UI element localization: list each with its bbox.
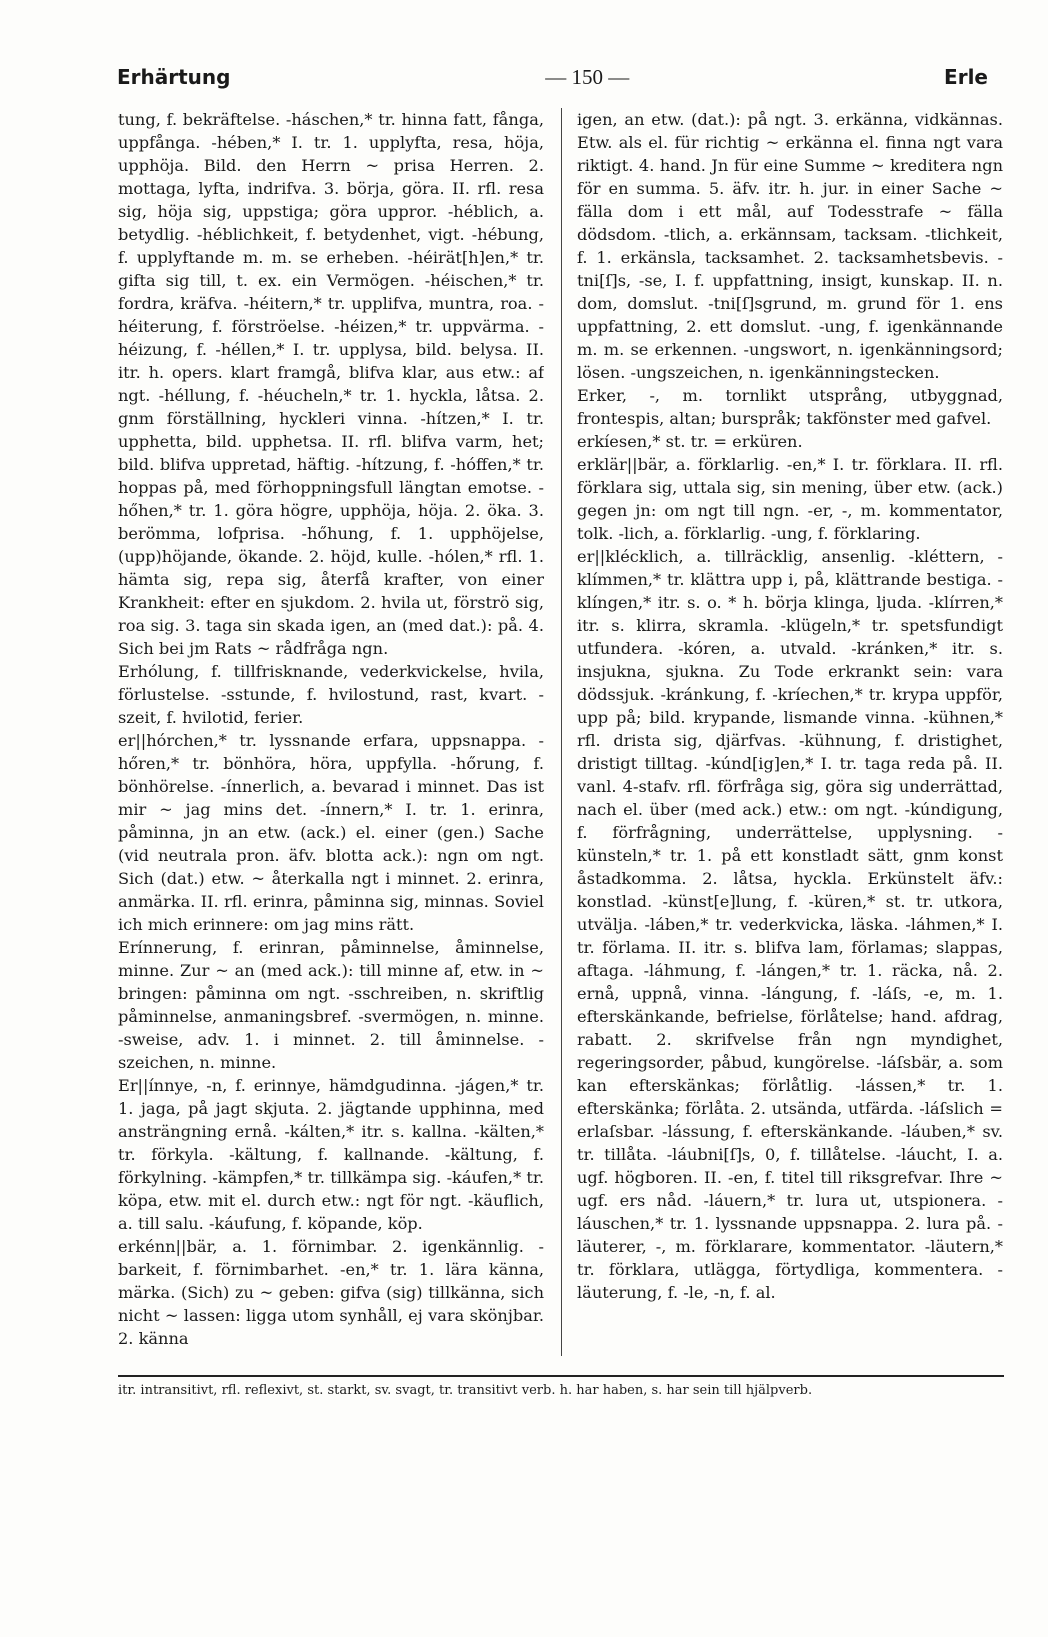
entry: erklär||bär, a. förklarlig. -en,* I. tr. förklara. II. rfl. förklara sig, uttala sig, sin mening, über etw. (ack.) gegen jn: om ngt till ngn. -er, -, m. kommentator, tolk. -lich, a. förklarlig. -ung, f. förklaring. — [577, 455, 1003, 543]
entry: Erker, -, m. tornlikt utsprång, utbyggnad, frontespis, altan; burspråk; takfönster med gafvel. — [577, 386, 1003, 428]
footer-rule — [118, 1375, 1004, 1377]
entry: Er||ínnye, -n, f. erinnye, hämdgudinna. -jágen,* tr. 1. jaga, på jagt skjuta. 2. jägtande upphinna, med ansträngning ernå. -kálten,* itr. s. kallna. -kälten,* tr. förkyla. -kältung, f. kallnande. -kältung, f. förkylning. -kämpfen,* tr. tillkämpa sig. -káufen,* tr. köpa, etw. mit el. durch etw.: ngt för ngt. -käuflich, a. till salu. -káufung, f. köpande, köp. — [118, 1076, 544, 1233]
right-column — [577, 108, 1003, 1358]
entry: er||klécklich, a. tillräcklig, ansenlig. -kléttern, -klímmen,* tr. klättra upp i, på, klättrande bestiga. -klíngen,* itr. s. o. * h. börja klinga, ljuda. -klírren,* itr. s. klirra, skramla. -klügeln,* tr. spetsfundigt utfundera. -kóren, a. utvald. -kránken,* itr. s. insjukna, sjukna. Zu Tode erkrankt sein: vara dödssjuk. -kránkung, f. -kríechen,* tr. krypa uppför, upp på; bild. krypande, lismande vinna. -kühnen,* rfl. drista sig, djärfvas. -kühnung, f. dristighet, dristigt tilltag. -kúnd[ig]en,* I. tr. taga reda på. II. vanl. 4-stafv. rfl. förfråga sig, göra sig underrättad, nach el. über (med ack.) etw.: om ngt. -kúndigung, f. förfrågning, underrättelse, upplysning. -künsteln,* tr. 1. på ett konstladt sätt, gnm konst åstadkomma. 2. låtsa, hyckla. Erkünstelt äfv.: konstlad. -künst[e]lung, f. -küren,* st. tr. utkora, utvälja. -láben,* tr. vederkvicka, läska. -láhmen,* I. tr. förlama. II. itr. s. blifva lam, förlamas; slappas, aftaga. -láhmung, f. -lángen,* tr. 1. räcka, nå. 2. ernå, uppnå, vinna. -lángung, f. -láſs, -e, m. 1. efterskänkande, befrielse, förlåtelse; hand. afdrag, rabatt. 2. skrifvelse från ngn myndighet, regeringsorder, påbud, kungörelse. -láſsbär, a. som kan efterskänkas; förlåtlig. -lássen,* tr. 1. efterskänka; förlåta. 2. utsända, utfärda. -láſslich = erlaſsbar. -lássung, f. efterskänkande. -láuben,* sv. tr. tillåta. -láubni[ſ]s, 0, f. tillåtelse. -láucht, I. a. ugf. högboren. II. -en, f. titel till riksgrefvar. Ihre ~ ugf. ers nåd. -láuern,* tr. lura ut, utspionera. -láuschen,* tr. 1. lyssnande uppsnappa. 2. lura på. -läuterer, -, m. förklarare, kommentator. -läutern,* tr. förklara, utlägga, förtydliga, kommentera. -läuterung, f. -le, -n, f. al. — [577, 547, 1003, 1302]
entry: tung, f. bekräftelse. -háschen,* tr. hinna fatt, fånga, uppfånga. -hében,* I. tr. 1. upplyfta, resa, höja, upphöja. Bild. den Herrn ~ prisa Herren. 2. mottaga, lyfta, indrifva. 3. börja, göra. II. rfl. resa sig, höja sig, uppstiga; göra uppror. -héblich, a. betydlig. -héblichkeit, f. betydenhet, vigt. -hébung, f. upplyftande m. m. se erheben. -héirät[h]en,* tr. gifta sig till, t. ex. ein Vermögen. -héischen,* tr. fordra, kräfva. -héitern,* tr. upplifva, muntra, roa. -héiterung, f. förströelse. -héizen,* tr. uppvärma. -héizung, f. -héllen,* I. tr. upplysa, bild. belysa. II. itr. h. opers. klart framgå, blifva klar, aus etw.: af ngt. -héllung, f. -héucheln,* tr. 1. hyckla, låtsa. 2. gnm förställning, hyckleri vinna. -hítzen,* I. tr. upphetta, bild. upphetsa. II. rfl. blifva varm, het; bild. blifva uppretad, häftig. -hítzung, f. -hóffen,* tr. hoppas på, med förhoppningsfull längtan emotse. -hőhen,* tr. 1. göra högre, upphöja, höja. 2. öka. 3. berömma, lofprisa. -hőhung, f. 1. upphöjelse, (upp)höjande, ökande. 2. höjd, kulle. -hólen,* rfl. 1. hämta sig, repa sig, återfå krafter, von einer Krankheit: efter en sjukdom. 2. hvila ut, förströ sig, roa sig. 3. taga sin skada igen, an (med dat.): på. 4. Sich bei jm Rats ~ rådfråga ngn. — [118, 110, 544, 658]
entry: erkíesen,* st. tr. = erküren. — [577, 432, 803, 451]
entry: igen, an etw. (dat.): på ngt. 3. erkänna, vidkännas. Etw. als el. für richtig ~ erkänna el. finna ngt vara riktigt. 4. hand. Jn für eine Summe ~ kreditera ngn för en summa. 5. äfv. itr. h. jur. in einer Sache ~ fälla dom i ett mål, auf Todesstrafe ~ fälla dödsdom. -tlich, a. erkännsam, tacksam. -tlichkeit, f. 1. erkänsla, tacksamhet. 2. tacksamhetsbevis. -tni[ſ]s, -se, I. f. uppfattning, insigt, kunskap. II. n. dom, domslut. -tni[ſ]sgrund, m. grund för 1. ens uppfattning, 2. ett domslut. -ung, f. igenkännande m. m. se erkennen. -ungswort, n. igenkänningsord; lösen. -ungszeichen, n. igenkänningstecken. — [577, 110, 1003, 382]
entry: Erhólung, f. tillfrisknande, vederkvickelse, hvila, förlustelse. -sstunde, f. hvilostund, rast, kvart. -szeit, f. hvilotid, ferier. — [118, 662, 544, 727]
header-right-word: Erle — [944, 65, 988, 89]
header-left-word: Erhärtung — [117, 65, 231, 89]
left-column — [118, 108, 544, 1358]
page-header — [117, 62, 988, 92]
entry: erkénn||bär, a. 1. förnimbar. 2. igenkännlig. -barkeit, f. förnimbarhet. -en,* tr. 1. lära känna, märka. (Sich) zu ~ geben: gifva (sig) tillkänna, sich nicht ~ lassen: ligga utom synhåll, ej vara skönjbar. 2. känna — [118, 1237, 544, 1348]
column-divider — [561, 108, 562, 1356]
abbreviation-footer: itr. intransitivt, rfl. reflexivt, st. starkt, sv. svagt, tr. transitivt verb. h. har haben, s. har sein till hjälpverb. — [118, 1383, 813, 1398]
page-number: — 150 — — [545, 64, 630, 89]
entry: Erínnerung, f. erinran, påminnelse, åminnelse, minne. Zur ~ an (med ack.): till minne af, etw. in ~ bringen: påminna om ngt. -sschreiben, n. skriftlig påminnelse, anmaningsbref. -svermögen, n. minne. -sweise, adv. 1. i minnet. 2. till åminnelse. -szeichen, n. minne. — [118, 938, 544, 1072]
entry: er||hórchen,* tr. lyssnande erfara, uppsnappa. -hőren,* tr. bönhöra, höra, uppfylla. -hőrung, f. bönhörelse. -ínnerlich, a. bevarad i minnet. Das ist mir ~ jag mins det. -ínnern,* I. tr. 1. erinra, påminna, jn an etw. (ack.) el. einer (gen.) Sache (vid neutrala pron. äfv. blotta ack.): ngn om ngt. Sich (dat.) etw. ~ återkalla ngt i minnet. 2. erinra, anmärka. II. rfl. erinra, påminna sig, minnas. Soviel ich mich erinnere: om jag mins rätt. — [118, 731, 544, 934]
